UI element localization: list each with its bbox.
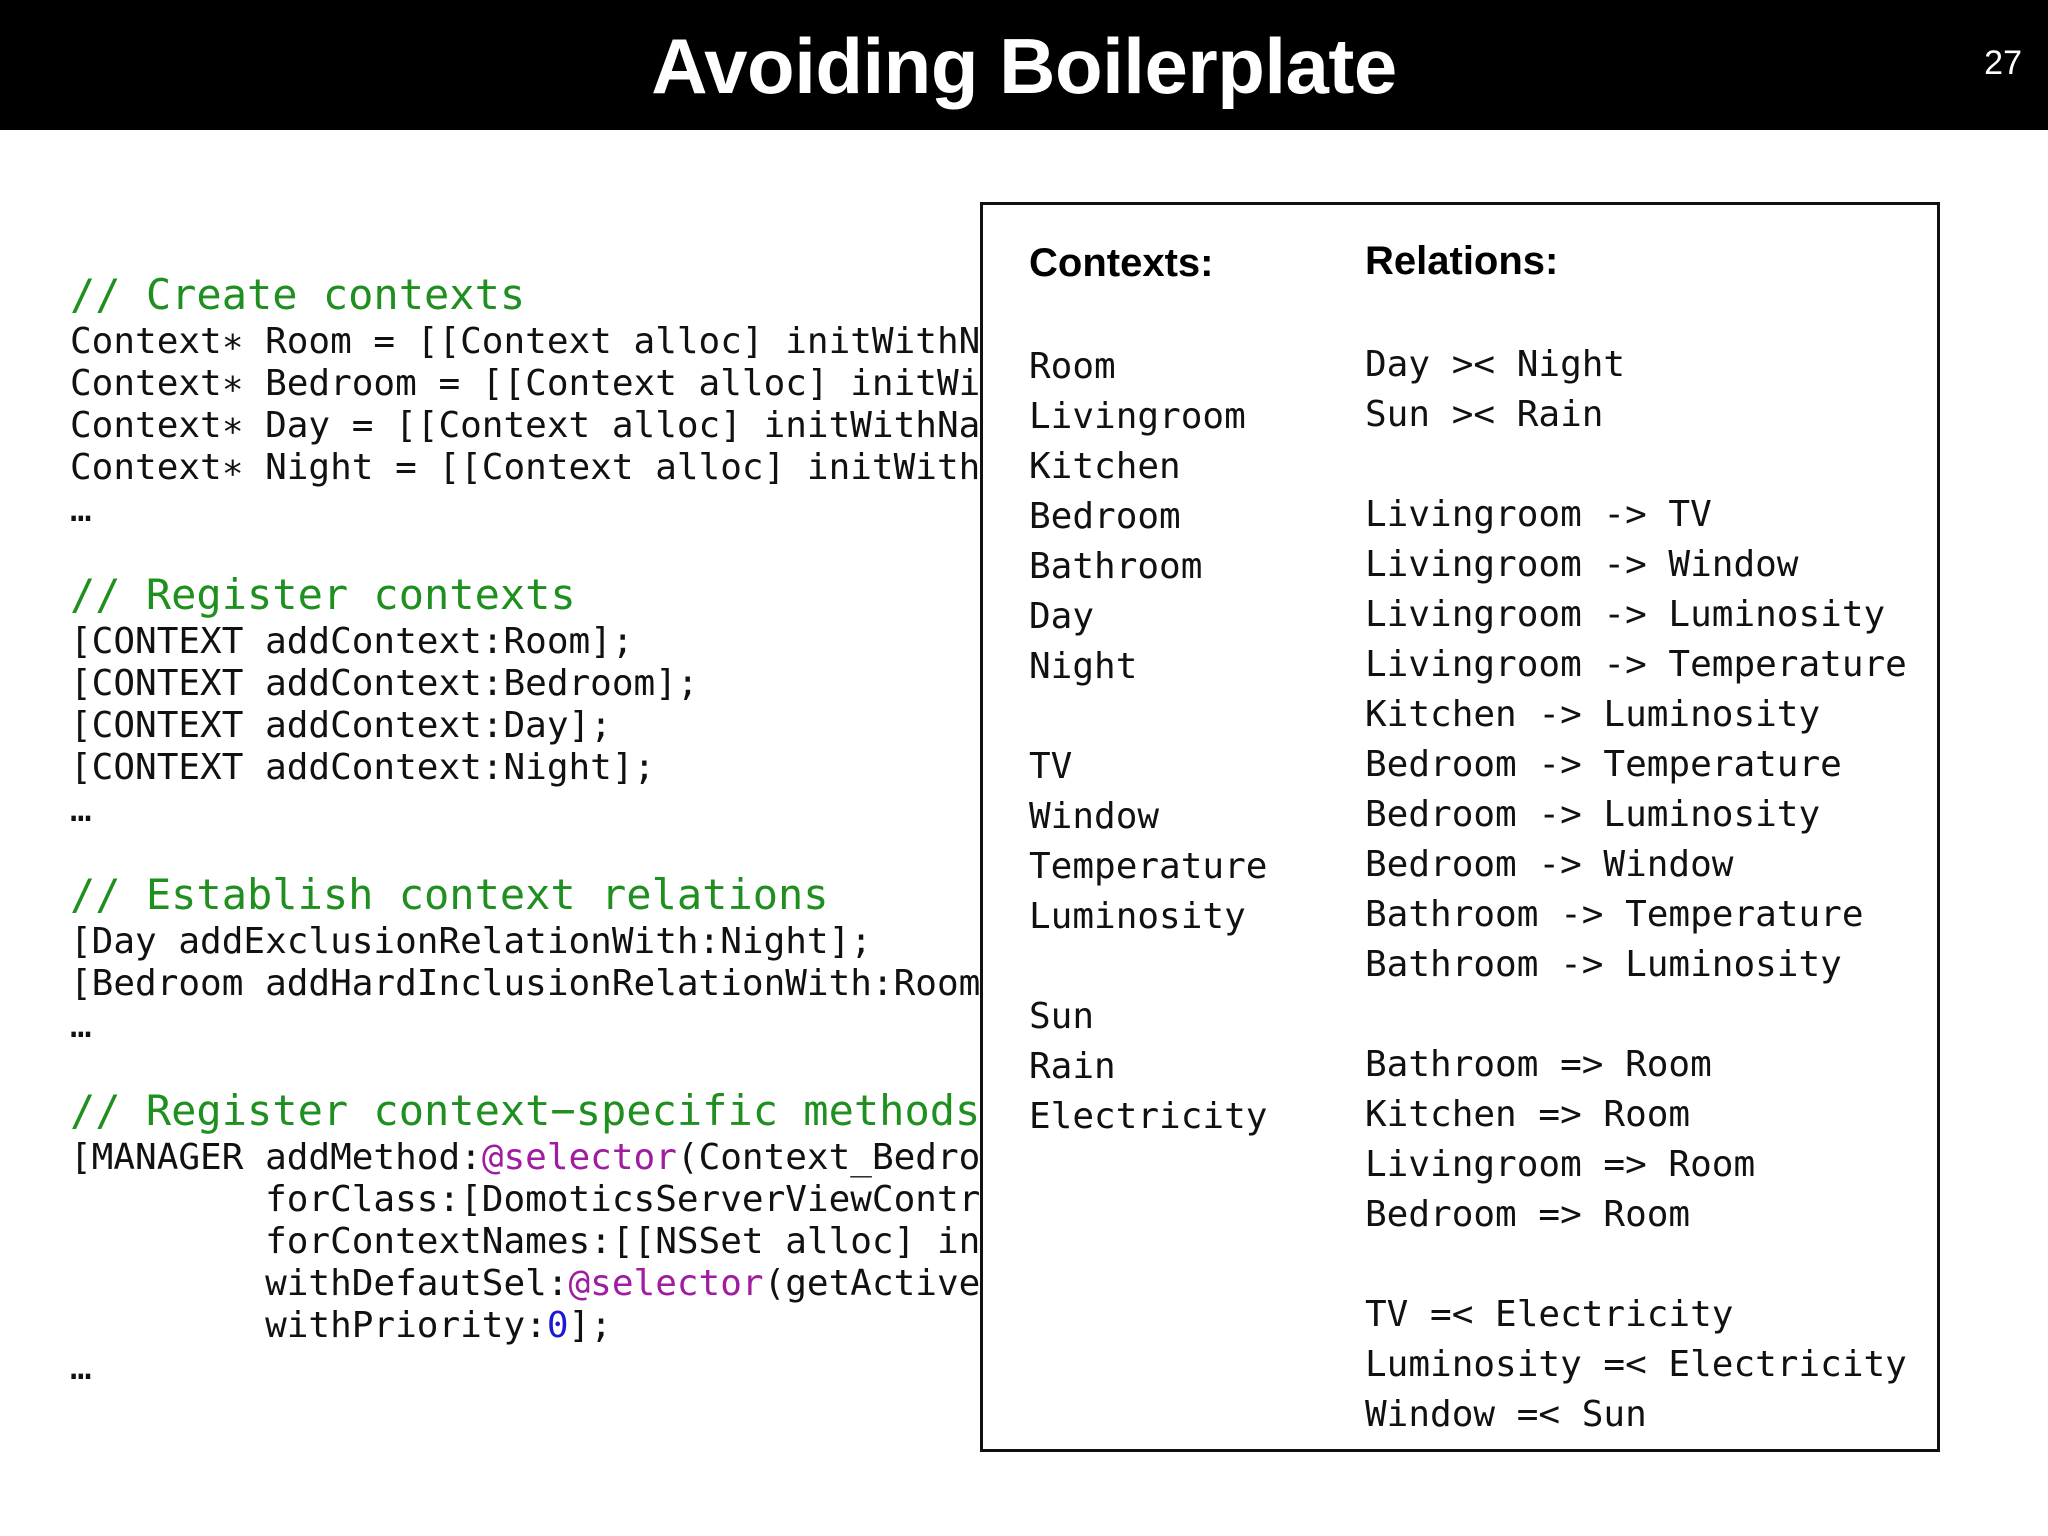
comment-register-contexts: // Register contexts [70, 570, 576, 619]
code-line: Context∗ Night = [[Context alloc] initWith [70, 447, 980, 488]
context-item: Sun [1029, 996, 1095, 1037]
code-line [70, 1262, 980, 1306]
relation-item: Livingroom -> Temperature [1365, 644, 1907, 685]
code-ellipsis: … [70, 789, 92, 830]
code-ellipsis: … [70, 1005, 92, 1046]
code-text: (Context_Bedro [676, 1137, 980, 1178]
relations-heading: Relations: [1365, 239, 1559, 283]
code-line: Context∗ Bedroom = [[Context alloc] initWi [70, 363, 980, 404]
relation-item: TV =< Electricity [1365, 1294, 1734, 1335]
relation-item: Livingroom -> Luminosity [1365, 594, 1886, 635]
code-line: [Bedroom addHardInclusionRelationWith:Room [70, 963, 980, 1004]
code-line [70, 1136, 980, 1180]
code-ellipsis: … [70, 489, 92, 530]
code-line: [CONTEXT addContext:Bedroom]; [70, 663, 699, 704]
relation-item: Sun >< Rain [1365, 394, 1604, 435]
relation-item: Luminosity =< Electricity [1365, 1344, 1907, 1385]
relation-item: Bedroom -> Luminosity [1365, 794, 1821, 835]
relation-item: Day >< Night [1365, 344, 1626, 385]
code-line: [CONTEXT addContext:Night]; [70, 747, 656, 788]
relation-item: Bedroom -> Window [1365, 844, 1734, 885]
code-line: [CONTEXT addContext:Day]; [70, 705, 612, 746]
relation-item: Bedroom -> Temperature [1365, 744, 1842, 785]
context-item: Bathroom [1029, 546, 1203, 587]
context-item: Night [1029, 646, 1138, 687]
context-item: Day [1029, 596, 1095, 637]
relation-item: Livingroom -> Window [1365, 544, 1799, 585]
relation-item: Bathroom -> Temperature [1365, 894, 1864, 935]
relation-item: Window =< Sun [1365, 1394, 1647, 1435]
relation-item: Kitchen => Room [1365, 1094, 1691, 1135]
code-line: forContextNames:[[NSSet alloc] in [70, 1221, 980, 1262]
relation-item: Bathroom => Room [1365, 1044, 1712, 1085]
context-item: Electricity [1029, 1096, 1268, 1137]
code-line [70, 1304, 612, 1348]
code-line: Context∗ Day = [[Context alloc] initWithNa [70, 405, 980, 446]
priority-number: 0 [546, 1305, 569, 1346]
context-item: TV [1029, 746, 1073, 787]
code-text: ]; [568, 1305, 612, 1346]
contexts-heading: Contexts: [1029, 241, 1214, 285]
context-item: Bedroom [1029, 496, 1181, 537]
context-item: Livingroom [1029, 396, 1246, 437]
code-line: [Day addExclusionRelationWith:Night]; [70, 921, 872, 962]
code-text: withDefautSel: [70, 1263, 569, 1304]
code-line: forClass:[DomoticsServerViewContr [70, 1179, 980, 1220]
code-line: Context∗ Room = [[Context alloc] initWithN [70, 321, 980, 362]
relation-item: Livingroom => Room [1365, 1144, 1756, 1185]
context-item: Room [1029, 346, 1116, 387]
code-line: [CONTEXT addContext:Room]; [70, 621, 634, 662]
context-item: Window [1029, 796, 1160, 837]
code-text: [MANAGER addMethod: [70, 1137, 482, 1178]
slide-title: Avoiding Boilerplate [651, 22, 1397, 110]
relation-item: Kitchen -> Luminosity [1365, 694, 1821, 735]
selector-keyword: @selector [481, 1137, 677, 1178]
code-listing [70, 270, 980, 1380]
context-item: Rain [1029, 1046, 1116, 1087]
relation-item: Livingroom -> TV [1365, 494, 1712, 535]
selector-keyword: @selector [568, 1263, 764, 1304]
context-item: Kitchen [1029, 446, 1181, 487]
code-ellipsis: … [70, 1347, 92, 1380]
comment-create-contexts: // Create contexts [70, 270, 526, 319]
code-text: (getActive [763, 1263, 980, 1304]
comment-register-methods: // Register context−specific methods [70, 1086, 980, 1135]
code-text: withPriority: [70, 1305, 547, 1346]
comment-establish-relations: // Establish context relations [70, 870, 829, 919]
contexts-relations-box [980, 202, 1940, 1452]
context-item: Temperature [1029, 846, 1268, 887]
relation-item: Bathroom -> Luminosity [1365, 944, 1842, 985]
context-item: Luminosity [1029, 896, 1246, 937]
relation-item: Bedroom => Room [1365, 1194, 1691, 1235]
slide-number: 27 [1984, 44, 2022, 82]
